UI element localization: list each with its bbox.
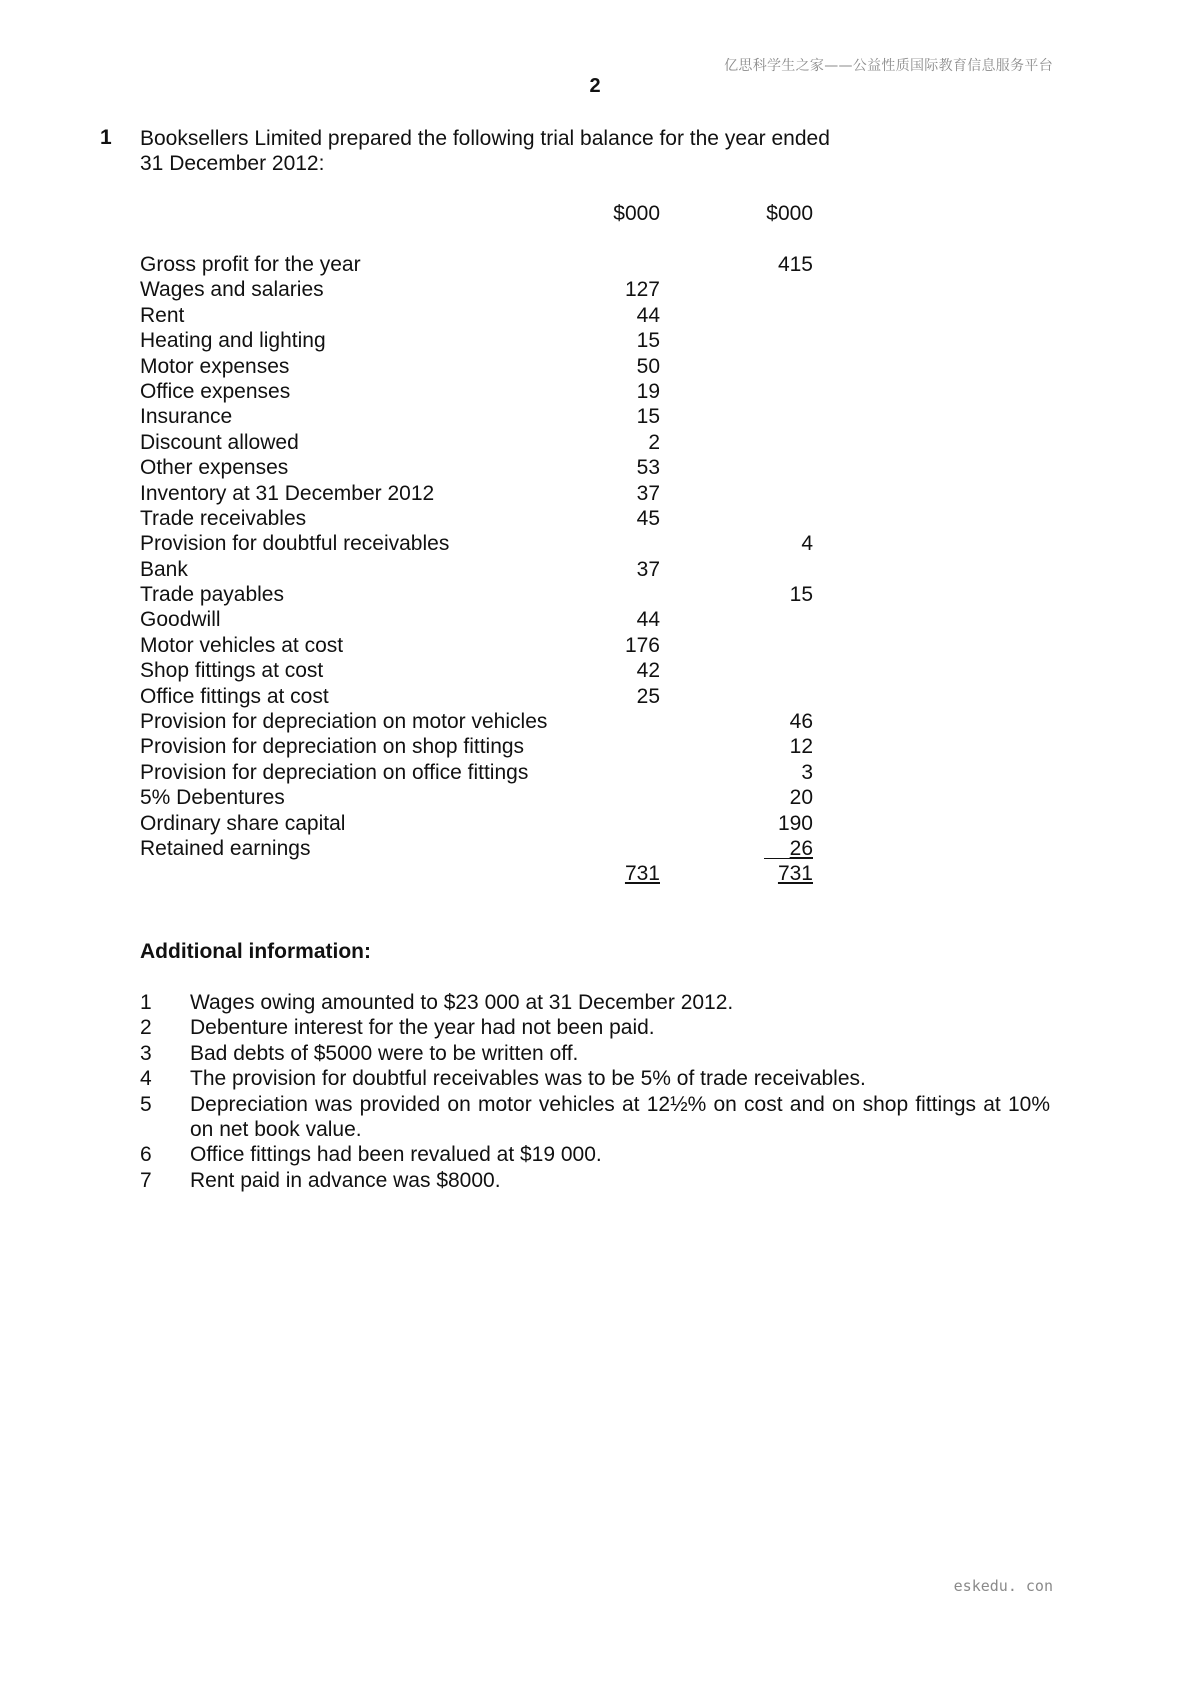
account-name: Retained earnings	[140, 836, 311, 860]
question-intro-line-1: Booksellers Limited prepared the following trial balance for the year ended	[140, 127, 830, 150]
trial-balance-row	[140, 734, 840, 759]
debit-column-header: $000	[613, 202, 660, 225]
item-number: 7	[140, 1168, 152, 1192]
trial-balance-row	[140, 531, 840, 556]
item-text: Depreciation was provided on motor vehicles at 12½% on cost and on shop fittings at 10% on net book value.	[190, 1092, 1050, 1142]
credit-amount: 20	[789, 786, 813, 810]
trial-balance-row	[140, 328, 840, 353]
trial-balance-row	[140, 354, 840, 379]
trial-balance-totals	[140, 862, 840, 892]
debit-amount: 2	[648, 430, 660, 454]
trial-balance-row	[140, 557, 840, 582]
item-number: 5	[140, 1092, 152, 1116]
item-text: Rent paid in advance was $8000.	[190, 1168, 501, 1192]
debit-amount: 53	[636, 456, 660, 480]
item-number: 6	[140, 1143, 152, 1167]
credit-column-header: $000	[766, 202, 813, 225]
debit-amount: 42	[636, 659, 660, 683]
account-name: Discount allowed	[140, 430, 299, 454]
trial-balance-table	[140, 252, 840, 861]
additional-info-item	[140, 1066, 1050, 1091]
trial-balance-row	[140, 506, 840, 531]
debit-amount: 176	[624, 633, 660, 657]
credit-amount: 190	[777, 811, 813, 835]
trial-balance-row	[140, 379, 840, 404]
credit-amount: 3	[801, 760, 813, 784]
account-name: Motor vehicles at cost	[140, 633, 344, 657]
account-name: Rent	[140, 303, 185, 327]
additional-info-heading: Additional information:	[140, 940, 371, 963]
account-name: Ordinary share capital	[140, 811, 346, 835]
account-name: Trade payables	[140, 583, 284, 607]
account-name: Other expenses	[140, 456, 289, 480]
trial-balance-row	[140, 252, 840, 277]
item-text: Wages owing amounted to $23 000 at 31 December 2012.	[190, 991, 734, 1014]
debit-amount: 37	[636, 557, 660, 581]
item-text: Debenture interest for the year had not been paid.	[190, 1016, 655, 1040]
item-text: The provision for doubtful receivables was to be 5% of trade receivables.	[190, 1067, 866, 1091]
debit-amount: 15	[636, 405, 660, 429]
trial-balance-row	[140, 277, 840, 302]
account-name: Heating and lighting	[140, 329, 326, 353]
trial-balance-row	[140, 760, 840, 785]
debit-amount: 25	[636, 684, 660, 708]
account-name: Bank	[140, 557, 188, 581]
account-name: Provision for depreciation on office fittings	[140, 760, 529, 784]
item-text: Office fittings had been revalued at $19 000.	[190, 1143, 602, 1167]
debit-amount: 37	[636, 481, 660, 505]
item-number: 3	[140, 1041, 152, 1065]
additional-info-item	[140, 990, 1050, 1015]
additional-info-list	[140, 990, 1050, 1193]
page-number: 2	[589, 75, 601, 97]
trial-balance-row	[140, 582, 840, 607]
trial-balance-row	[140, 785, 840, 810]
account-name: 5% Debentures	[140, 786, 285, 810]
account-name: Provision for depreciation on motor vehicles	[140, 710, 548, 734]
debit-underline-rule	[764, 858, 800, 859]
watermark-top: 亿思科学生之家——公益性质国际教育信息服务平台	[724, 58, 1053, 74]
account-name: Wages and salaries	[140, 278, 324, 302]
additional-info-item	[140, 1041, 1050, 1066]
trial-balance-row	[140, 303, 840, 328]
additional-info-item	[140, 1168, 1050, 1193]
question-intro-line-2: 31 December 2012:	[140, 152, 325, 175]
total-debit: 731	[624, 862, 660, 885]
credit-amount: 12	[789, 735, 813, 759]
trial-balance-row	[140, 455, 840, 480]
account-name: Provision for depreciation on shop fittings	[140, 735, 525, 759]
trial-balance-row	[140, 430, 840, 455]
account-name: Shop fittings at cost	[140, 659, 324, 683]
total-credit: 731	[777, 862, 813, 885]
item-number: 1	[140, 991, 152, 1014]
credit-amount: 4	[801, 532, 813, 556]
debit-amount: 15	[636, 329, 660, 353]
trial-balance-row	[140, 658, 840, 683]
trial-balance-row	[140, 836, 840, 861]
debit-amount: 127	[624, 278, 660, 302]
additional-info-item	[140, 1015, 1050, 1040]
debit-amount: 45	[636, 506, 660, 530]
account-name: Provision for doubtful receivables	[140, 532, 450, 556]
question-intro	[140, 126, 920, 176]
watermark-bottom: eskedu. con	[953, 1577, 1053, 1595]
credit-amount: 415	[777, 253, 813, 276]
trial-balance-row	[140, 684, 840, 709]
account-name: Trade receivables	[140, 506, 307, 530]
trial-balance-row	[140, 404, 840, 429]
debit-amount: 44	[636, 608, 660, 632]
trial-balance-row	[140, 709, 840, 734]
debit-amount: 44	[636, 303, 660, 327]
trial-balance-row	[140, 481, 840, 506]
additional-info-item	[140, 1092, 1050, 1143]
account-name: Office fittings at cost	[140, 684, 329, 708]
item-number: 4	[140, 1067, 152, 1091]
credit-amount: 26	[789, 836, 813, 860]
account-name: Motor expenses	[140, 354, 290, 378]
additional-info-item	[140, 1142, 1050, 1167]
question-number: 1	[100, 126, 112, 149]
account-name: Inventory at 31 December 2012	[140, 481, 435, 505]
item-number: 2	[140, 1016, 152, 1040]
trial-balance-row	[140, 811, 840, 836]
credit-amount: 15	[789, 583, 813, 607]
account-name: Office expenses	[140, 379, 291, 403]
trial-balance-row	[140, 607, 840, 632]
account-name: Goodwill	[140, 608, 221, 632]
trial-balance-row	[140, 633, 840, 658]
debit-amount: 50	[636, 354, 660, 378]
credit-amount: 46	[789, 710, 813, 734]
item-text: Bad debts of $5000 were to be written off.	[190, 1041, 579, 1065]
account-name: Gross profit for the year	[140, 253, 361, 276]
debit-amount: 19	[636, 379, 660, 403]
account-name: Insurance	[140, 405, 233, 429]
